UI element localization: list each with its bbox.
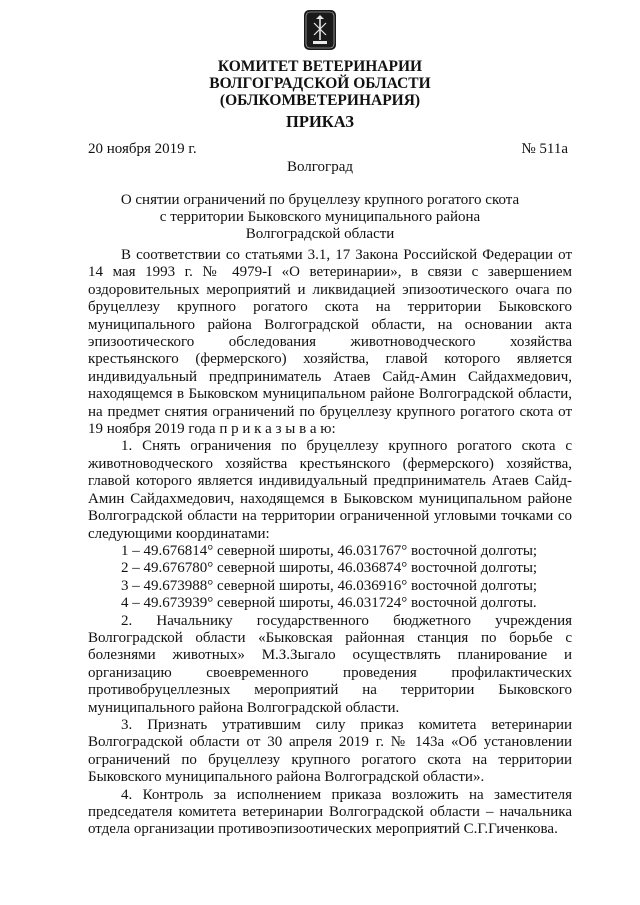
document-type: ПРИКАЗ [286,112,354,131]
coordinate-line: 1 – 49.676814° северной широты, 46.031767° восточной долготы; [121,542,538,559]
item-3: 3. Признать утратившим силу приказ комитета ветеринарии Волгоградской области от 30 апреля 2019 г. № 143а «Об установлении ограничений по бруцеллезу крупного рогатого скота на территории Быковского муниципального района Волгоградской области». [88,716,572,786]
org-name-line-2: ВОЛГОГРАДСКОЙ ОБЛАСТИ [209,75,431,92]
title-line: Волгоградской области [245,226,395,242]
coordinate-line: 2 – 49.676780° северной широты, 46.036874° восточной долготы; [121,560,538,577]
coordinate-line: 4 – 49.673939° северной широты, 46.031724° восточной долготы. [121,595,537,612]
document-title [60,192,580,243]
title-line: О снятии ограничений по бруцеллезу крупного рогатого скота [120,192,520,208]
document-city: Волгоград [286,159,353,175]
title-line: с территории Быковского муниципального района [159,209,481,225]
preamble-paragraph [88,247,572,438]
volgograd-coat-of-arms-icon [304,10,336,50]
org-name-line-1: КОМИТЕТ ВЕТЕРИНАРИИ [217,58,423,75]
document-date: 20 ноября 2019 г. [88,141,197,157]
item-2: 2. Начальнику государственного бюджетного учреждения Волгоградской области «Быковская районная станция по борьбе с болезнями животных» М.З.Зыгало осуществлять планирование и организацию своевременного проведения профилактических противобруцеллезных мероприятий на территории Быковского муниципального района Волгоградской области. [88,612,572,716]
document-number: № 511а [521,141,568,157]
coordinate-line: 3 – 49.673988° северной широты, 46.036916° восточной долготы; [121,577,538,594]
org-name-abbrev: (ОБЛКОМВЕТЕРИНАРИЯ) [219,92,421,109]
preamble-text: В соответствии со статьями 3.1, 17 Закона Российской Федерации от 14 мая 1993 г. № 4979-I «О ветеринарии», в связи с завершением оздоровительных мероприятий и ликвидацией эпизоотического очага по бруцеллезу крупного рогатого скота на территории Быковского муниципального района Волгоградской области, на основании акта эпизоотического обследования животноводческого хозяйства крестьянского (фермерского) хозяйства, главой которого является индивидуальный предприниматель Атаев Сайд-Амин Сайдахмедович, находящемся в Быковском муниципальном районе Волгоградской области, на предмет снятия ограничений по бруцеллезу крупного рогатого скота от 19 ноября 2019 года [88,247,572,438]
item-1: 1. Снять ограничения по бруцеллезу крупного рогатого скота с животноводческого хозяйства крестьянского (фермерского) хозяйства, главой которого является индивидуальный предприниматель Атаев Сайд-Амин Сайдахмедович, находящемся в Быковском муниципальном районе Волгоградской области на территории ограниченной угловыми точками со следующими координатами: [88,438,572,542]
item-4: 4. Контроль за исполнением приказа возложить на заместителя председателя комитета ветеринарии Волгоградской области – начальника отдела организации противоэпизоотических мероприятий С.Г.Гиченкова. [88,786,572,838]
document-body [88,247,572,839]
order-word: п р и к а з ы в а ю: [219,421,336,438]
